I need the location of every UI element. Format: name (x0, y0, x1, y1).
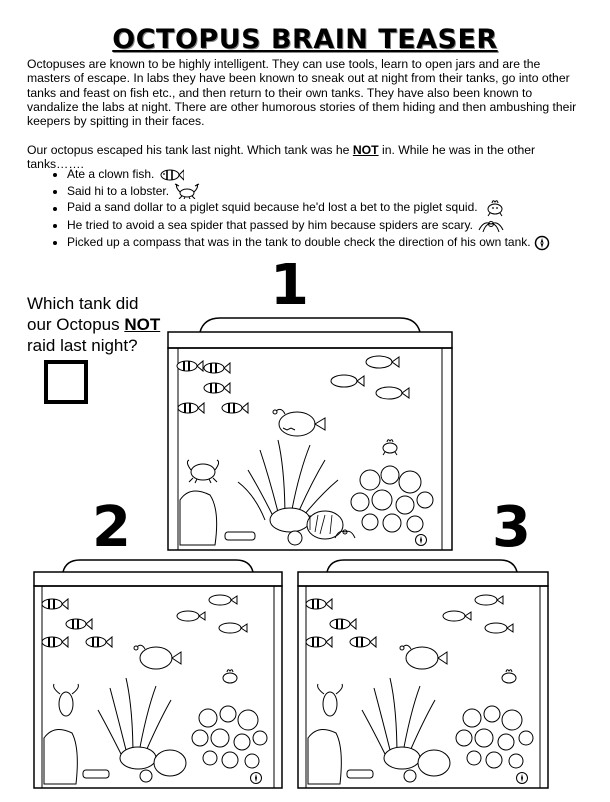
piglet-squid-icon (481, 199, 509, 217)
answer-box[interactable] (44, 360, 88, 404)
clownfish-school (42, 599, 112, 647)
compass (251, 773, 262, 784)
piglet-squid (223, 670, 237, 683)
clue-item (67, 217, 607, 234)
clownfish-school (306, 599, 376, 647)
tank-number-3: 3 (492, 495, 531, 560)
question-emphasis: NOT (352, 143, 379, 157)
coral-plants (362, 678, 435, 758)
question-text-before: Our octopus escaped his tank last night. Which tank was he (27, 143, 353, 157)
prompt-line (27, 314, 177, 335)
anemone-cluster (351, 466, 433, 532)
sea-spider-icon (476, 218, 506, 234)
rocks-and-shells (308, 729, 450, 784)
intro-paragraph: Octopuses are known to be highly intelligent. They can use tools, learn to open jars and are the masters of escape. In labs they have been known to sneak out at night from their tanks, go into other tanks and feast on fish etc., and then return to their own tanks. They have also been known to vandalize the labs at night. There are other humorous stories of them hiding and then ambushing their keepers by spitting in their faces. (27, 57, 577, 129)
clue-text: Paid a sand dollar to a piglet squid because he'd lost a bet to the piglet squid. (67, 200, 478, 215)
anemone-cluster (192, 706, 267, 768)
tang-fish (177, 595, 247, 633)
prompt-emphasis: NOT (124, 315, 161, 334)
anglerfish (134, 645, 181, 669)
clue-item (67, 183, 607, 200)
tank-1[interactable] (160, 310, 460, 555)
crab (187, 460, 218, 483)
clue-item (67, 199, 607, 217)
clownfish-school (177, 361, 248, 413)
clue-item (67, 166, 607, 183)
tang-fish (443, 595, 513, 633)
coral-plants (98, 678, 171, 758)
piglet-squid (502, 670, 516, 683)
piglet-squid (383, 440, 397, 455)
anemone-cluster (456, 706, 533, 768)
prompt-line: Which tank did (27, 294, 139, 313)
tank-2[interactable] (28, 558, 288, 793)
question-text-after: in. While he was in the other tanks……. (27, 143, 536, 172)
clue-item (67, 234, 607, 251)
tank-3-illustration (292, 558, 554, 793)
clue-text: Ate a clown fish. (67, 167, 155, 181)
compass-icon (534, 235, 550, 251)
page-title: OCTOPUS BRAIN TEASER (112, 24, 498, 55)
anglerfish (273, 409, 325, 436)
tank-2-illustration (28, 558, 288, 793)
clue-text: Said hi to a lobster. (67, 183, 170, 198)
clownfish-icon (158, 168, 184, 182)
prompt-line: raid last night? (27, 336, 138, 355)
tank-3[interactable] (292, 558, 554, 793)
clue-list (27, 166, 607, 251)
compass (517, 773, 528, 784)
clue-text: He tried to avoid a sea spider that passed by him because spiders are scary. (67, 218, 473, 233)
lobster-icon (172, 183, 202, 199)
tang-fish (331, 356, 409, 399)
answer-prompt (27, 293, 177, 356)
clue-text: Picked up a compass that was in the tank to double check the direction of his own tank. (67, 235, 531, 250)
lobster (318, 684, 343, 716)
tank-1-illustration (160, 310, 460, 555)
rocks-and-shells (44, 729, 186, 784)
tank-number-1: 1 (270, 253, 309, 318)
lobster (54, 684, 79, 716)
anglerfish (400, 645, 447, 669)
compass (416, 535, 427, 546)
prompt-text: our Octopus (27, 315, 125, 334)
tank-number-2: 2 (92, 495, 131, 560)
